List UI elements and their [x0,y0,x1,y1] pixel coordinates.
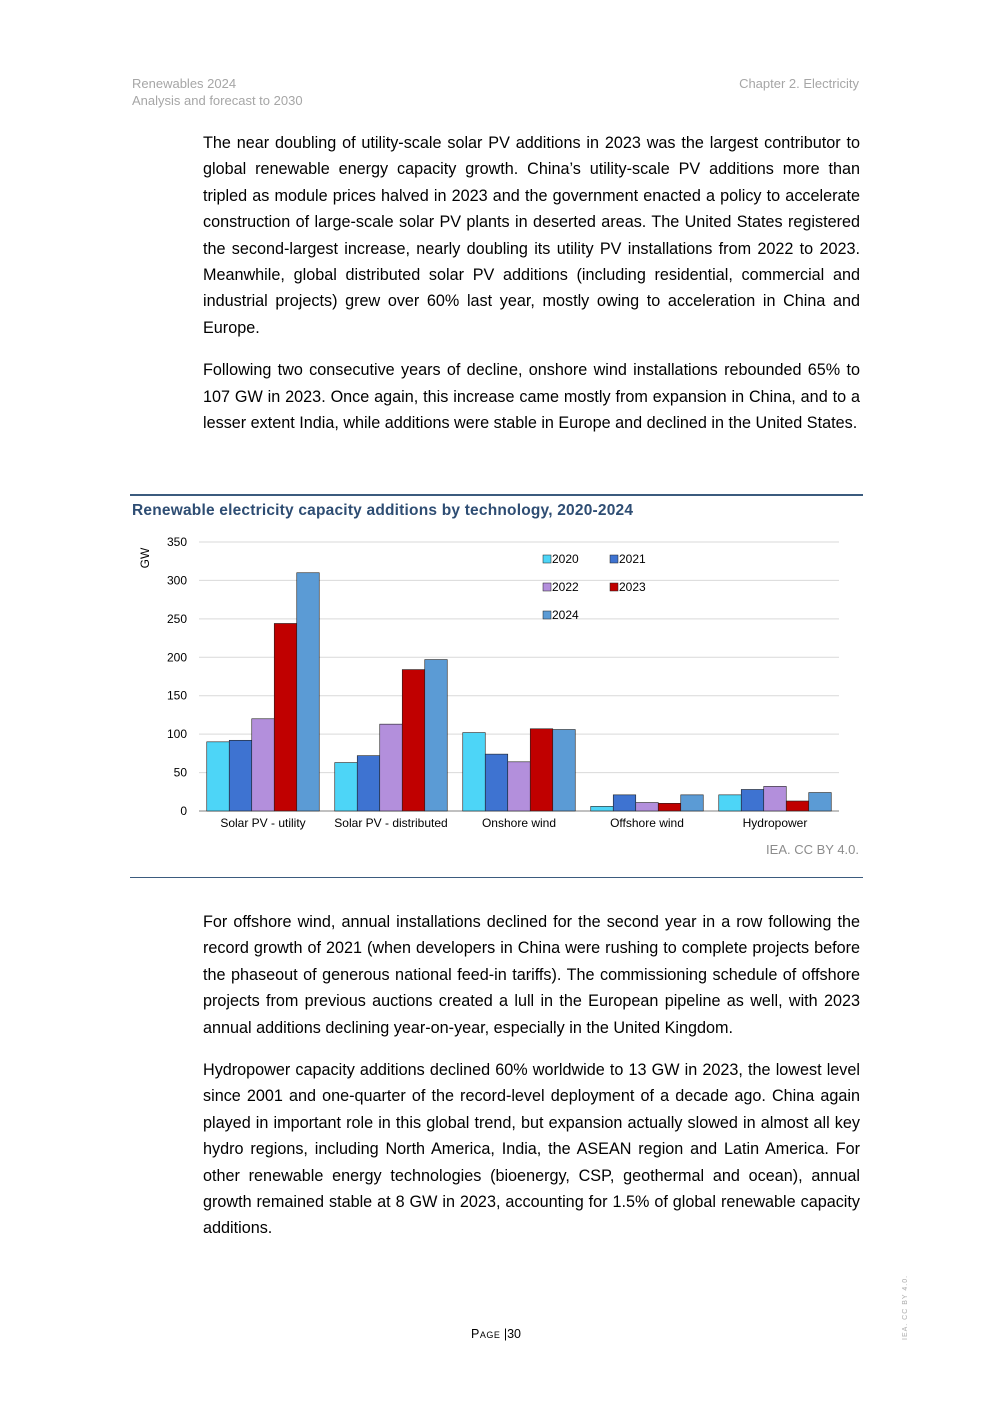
figure-bottom-rule [130,877,863,878]
paragraph: For offshore wind, annual installations declined for the second year in a row following the record growth of 2021 (when developers in China were rushing to complete projects before the phaseout of generous national feed-in tariffs). The commissioning schedule of offshore projects from previous auctions created a lull in the European pipeline as well, with 2023 annual additions declining year-on-year, especially in the United Kingdom. [203,913,860,1037]
bar-2021 [741,789,764,811]
x-tick-label: Solar PV - distributed [334,816,448,830]
figure-credit: IEA. CC BY 4.0. [766,842,859,857]
bar-2021 [485,754,508,811]
legend-label: 2024 [552,608,579,622]
bar-chart [130,528,863,838]
bar-2022 [636,803,659,811]
bar-2022 [508,762,531,811]
body-text-bottom [203,909,860,1258]
bar-2020 [335,763,358,811]
x-tick-label: Onshore wind [481,816,557,830]
bar-2022 [380,724,403,811]
bar-2020 [207,742,230,811]
bar-2020 [591,806,614,811]
report-title: Renewables 2024 [132,76,237,91]
paragraph: Following two consecutive years of decline, onshore wind installations rebounded 65% to 107 GW in 2023. Once again, this increase came mostly from expansion in China, and to a lesser extent India, while additions were stable in Europe and declined in the United States. [203,361,860,433]
legend-swatch-2022 [543,583,551,591]
bar-2020 [463,733,486,811]
y-tick-label: 0 [180,804,187,818]
legend-swatch-2020 [543,555,551,563]
legend-label: 2020 [552,552,579,566]
legend-swatch-2023 [610,583,618,591]
bar-2023 [658,803,681,811]
legend-label: 2021 [619,552,646,566]
bar-2021 [357,756,380,811]
legend-label: 2023 [619,580,646,594]
page-label: Page [471,1327,501,1341]
y-tick-label: 300 [166,573,187,588]
page-number-value: 30 [507,1327,521,1341]
y-tick-label: 250 [166,611,187,626]
bar-2022 [764,786,787,811]
y-tick-label: 100 [166,727,187,742]
x-tick-label: Offshore wind [610,816,684,830]
bar-2023 [786,801,809,811]
bar-2023 [530,729,553,811]
page-number [0,1327,992,1341]
bar-2022 [252,719,275,811]
legend-swatch-2021 [610,555,618,563]
bar-2020 [719,795,742,811]
chapter-title: Chapter 2. Electricity [739,76,859,91]
paragraph: Hydropower capacity additions declined 60% worldwide to 13 GW in 2023, the lowest level since 2001 and one-quarter of the record-level deployment of a decade ago. China again played in important role in this global trend, but expansion actually slowed in almost all key hydro regions, including North America, India, the ASEAN region and Latin America. For other renewable energy technologies (bioenergy, CSP, geothermal and ocean), annual growth remained stable at 8 GW in 2023, accounting for 1.5% of global renewable capacity additions. [203,1061,860,1238]
x-tick-label: Hydropower [742,816,808,830]
report-subtitle: Analysis and forecast to 2030 [132,93,303,108]
bar-2024 [297,573,320,811]
y-tick-label: 350 [166,535,187,549]
running-header-left [132,75,303,109]
legend-label: 2022 [552,580,579,594]
figure-top-rule [130,494,863,496]
page-separator: | [503,1327,508,1341]
y-axis-title: GW [138,547,152,569]
y-tick-label: 150 [166,688,187,703]
bar-2024 [425,660,448,811]
paragraph: The near doubling of utility-scale solar PV additions in 2023 was the largest contributor to global renewable energy capacity growth. China’s utility-scale PV additions more than tripled as module prices halved in 2023 and the government enacted a policy to accelerate construction of large-scale solar PV plants in deserted areas. The United States registered the second-largest increase, nearly doubling its utility PV installations from 2022 to 2023. Meanwhile, global distributed solar PV additions (including residential, commercial and industrial projects) grew over 60% last year, mostly owing to acceleration in China and Europe. [203,134,860,337]
y-tick-label: 50 [173,765,187,780]
x-tick-label: Solar PV - utility [220,816,306,830]
legend-swatch-2024 [543,611,551,619]
bar-2024 [681,795,704,811]
bar-2024 [809,793,832,811]
y-tick-label: 200 [166,650,187,665]
bar-2023 [274,623,297,811]
bar-2021 [229,740,252,811]
bar-2024 [553,730,576,811]
figure-title: Renewable electricity capacity additions by technology, 2020-2024 [132,502,634,519]
side-credit: IEA. CC BY 4.0. [902,1274,909,1340]
body-text-top [203,130,860,452]
bar-2023 [402,670,425,811]
bar-2021 [613,795,636,811]
